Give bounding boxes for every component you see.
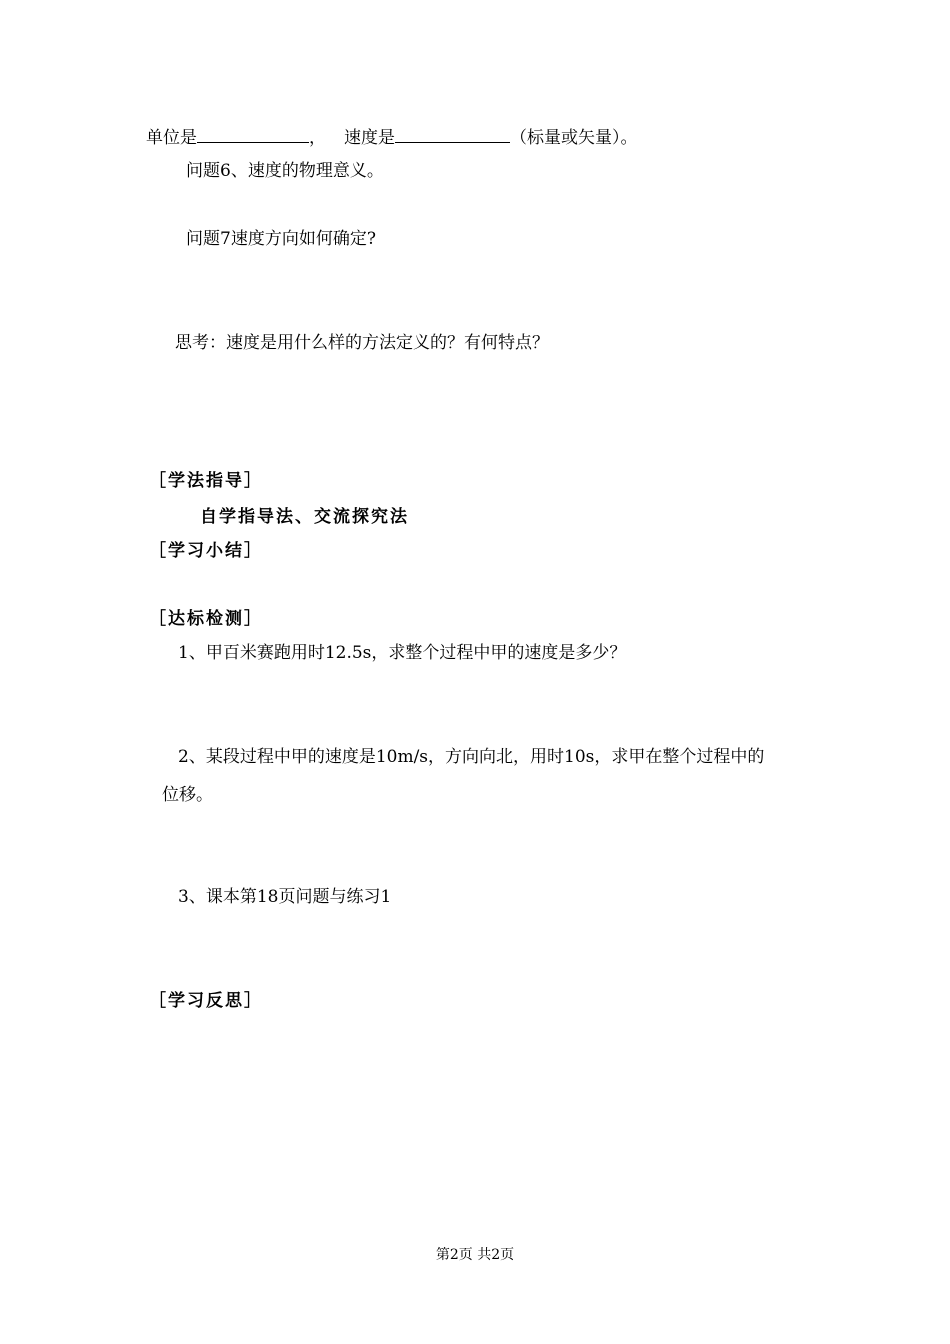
speed-type-blank[interactable] (395, 126, 510, 143)
unit-blank[interactable] (197, 126, 309, 143)
unit-prefix: 单位是 (146, 128, 197, 148)
summary-heading: ［学习小结］ (149, 541, 263, 561)
reflection-heading: ［学习反思］ (149, 991, 263, 1011)
scalar-vector-hint: （标量或矢量）。 (510, 128, 638, 148)
comma: ， (309, 128, 326, 148)
page-number: 第2页 共2页 (435, 1247, 515, 1263)
test-heading: ［达标检测］ (149, 609, 263, 629)
method-heading: ［学法指导］ (149, 471, 263, 491)
test-item-2-continued: 位移。 (162, 785, 213, 805)
speed-prefix: 速度是 (344, 128, 395, 148)
method-text: 自学指导法、交流探究法 (200, 507, 409, 527)
think-question: 思考：速度是用什么样的方法定义的？有何特点？ (175, 333, 549, 353)
question-6: 问题6、速度的物理意义。 (186, 161, 384, 181)
test-item-3: 3、课本第18页问题与练习1 (178, 887, 392, 907)
test-item-2: 2、某段过程中甲的速度是10m/s，方向向北，用时10s，求甲在整个过程中的 (178, 747, 765, 767)
question-7: 问题7速度方向如何确定? (186, 229, 376, 249)
test-item-1: 1、甲百米赛跑用时12.5s，求整个过程中甲的速度是多少？ (178, 643, 627, 663)
question-5-tail (146, 126, 638, 149)
